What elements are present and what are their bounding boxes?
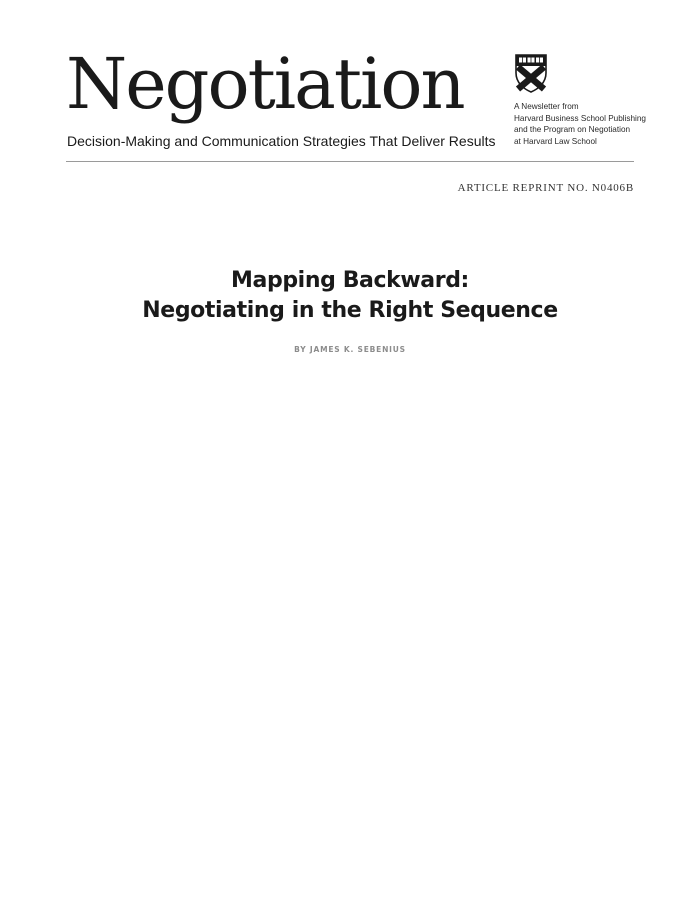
publisher-line: Harvard Business School Publishing: [514, 113, 646, 123]
newsletter-tagline: Decision-Making and Communication Strategies That Deliver Results: [67, 133, 496, 149]
article-title-line: Mapping Backward:: [231, 268, 469, 293]
publisher-line: and the Program on Negotiation: [514, 125, 631, 134]
article-title: [0, 266, 700, 326]
publisher-note: [514, 101, 644, 147]
article-reprint-number: ARTICLE REPRINT NO. N0406B: [457, 182, 634, 194]
masthead: [0, 0, 700, 170]
newsletter-title: Negotiation: [66, 43, 464, 125]
masthead-divider: [66, 161, 634, 162]
publisher-line: A Newsletter from: [514, 102, 579, 111]
article-byline: BY JAMES K. SEBENIUS: [294, 345, 406, 354]
publisher-line: at Harvard Law School: [514, 136, 597, 146]
article-title-line: Negotiating in the Right Sequence: [142, 298, 558, 323]
harvard-shield-icon: [514, 53, 548, 93]
